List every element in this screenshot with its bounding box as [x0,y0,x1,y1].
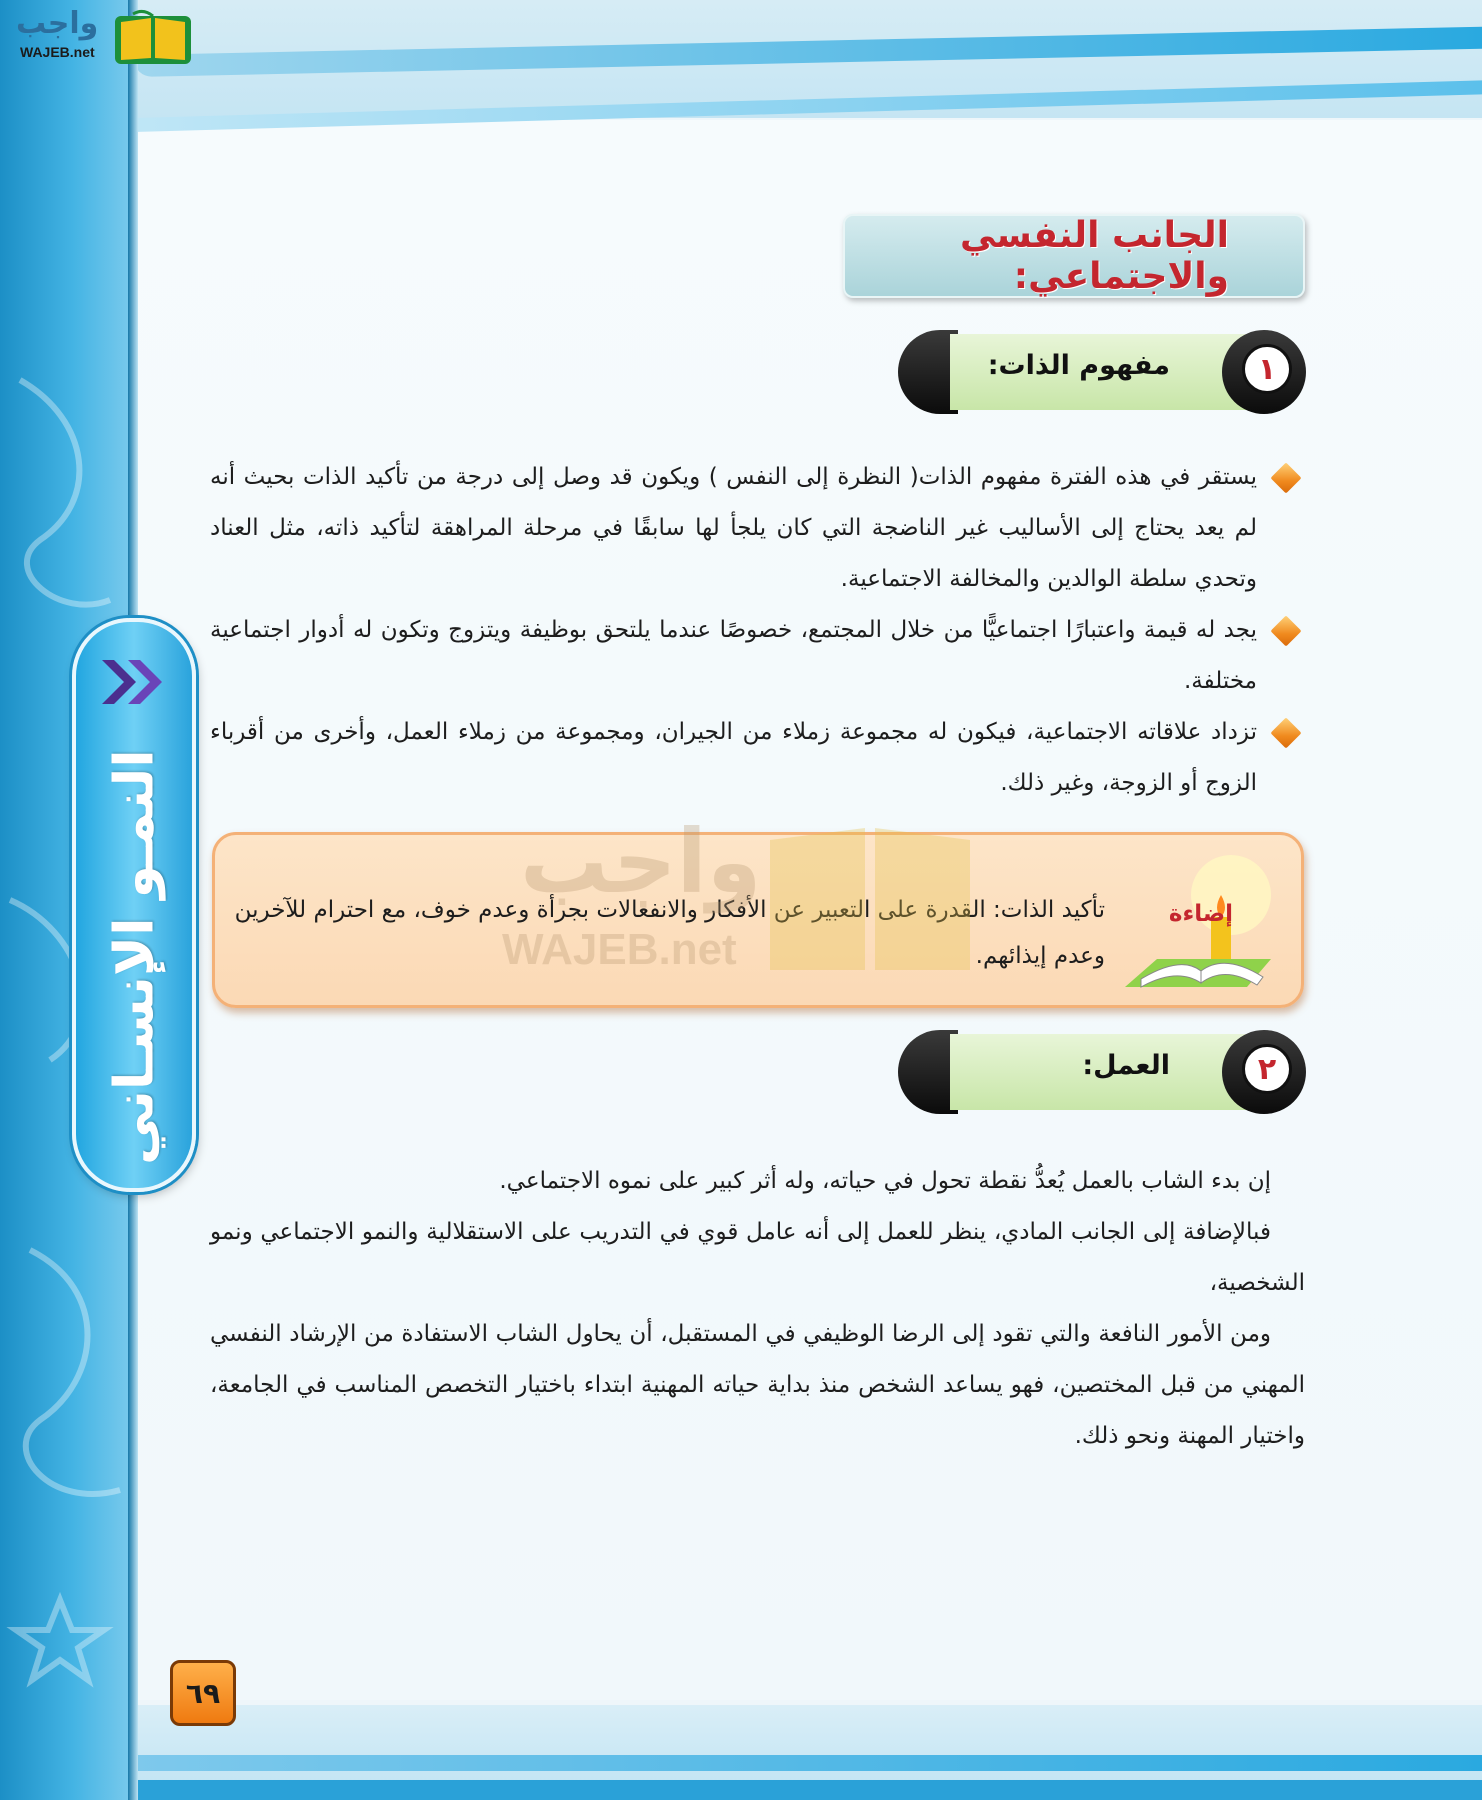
list-item [210,452,1307,605]
bullet-text: يستقر في هذه الفترة مفهوم الذات( النظرة إلى النفس ) ويكون قد وصل إلى درجة من تأكيد الذات بحيث أنه لم يعد يحتاج إلى الأساليب غير الناضجة التي كان يلجأ لها سابقًا في مرحلة المراهقة لتأكيد ذاته، مثل العناد وتحدي سلطة الوالدين والمخالفة الاجتماعية. [210,464,1257,592]
logo-english: WAJEB.net [20,44,95,60]
page-number: ٦٩ [170,1660,236,1726]
double-chevron-icon [100,656,166,708]
tip-label: إضاءة [1168,901,1233,927]
subheading-label: العمل: [1082,1050,1170,1081]
diamond-bullet-icon [1270,462,1301,493]
bullet-text: يجد له قيمة واعتبارًا اجتماعيًّا من خلال المجتمع، خصوصًا عندما يلتحق بوظيفة ويتزوج وتكون له أدوار اجتماعية مختلفة. [210,617,1257,694]
tip-box [212,832,1304,1008]
bullet-list [210,452,1307,809]
subheading-work [898,1030,1306,1114]
bottom-decorative-line [134,1755,1482,1771]
list-item [210,605,1307,707]
site-logo[interactable] [8,6,188,66]
section-title: الجانب النفسي والاجتماعي: [960,215,1229,297]
tip-text: تأكيد الذات: القدرة على التعبير عن الأفكار والانفعالات بجرأة وعدم خوف، مع احترام للآخرين وعدم إيذائهم. [234,897,1105,969]
diamond-bullet-icon [1270,717,1301,748]
diamond-bullet-icon [1270,615,1301,646]
bottom-decorative-line-secondary [134,1780,1482,1800]
watermark-arabic: واجب [520,810,762,913]
chapter-title: النمـو الإنسـاني [102,749,166,1165]
subheading-number: ٢ [1242,1044,1292,1094]
bullet-text: تزداد علاقاته الاجتماعية، فيكون له مجموعة زملاء من الجيران، ومجموعة من زملاء العمل، وأخرى من أقرباء الزوج أو الزوجة، وغير ذلك. [210,719,1257,796]
work-paragraph-1: إن بدء الشاب بالعمل يُعدُّ نقطة تحول في حياته، وله أثر كبير على نموه الاجتماعي. [499,1168,1271,1194]
work-paragraph-2: فبالإضافة إلى الجانب المادي، ينظر للعمل إلى أنه عامل قوي في التدريب على الاستقلالية والنمو الاجتماعي ونمو الشخصية، [210,1219,1305,1296]
subheading-number: ١ [1242,344,1292,394]
list-item [210,707,1307,809]
subheading-label: مفهوم الذات: [987,350,1170,381]
logo-arabic: واجب [16,6,99,41]
section-title-banner [843,214,1305,298]
chapter-side-tab[interactable] [72,618,196,1192]
subheading-self-concept [898,330,1306,414]
book-logo-icon [113,8,193,66]
watermark-english: WAJEB.net [502,925,737,974]
work-paragraph-3: ومن الأمور النافعة والتي تقود إلى الرضا الوظيفي في المستقبل، أن يحاول الشاب الاستفادة من الإرشاد النفسي المهني من قبل المختصين، فهو يساعد الشخص منذ بداية حياته المهنية ابتداء باختيار التخصص المناسب في الجامعة، واختيار المهنة ونحو ذلك. [210,1321,1305,1449]
